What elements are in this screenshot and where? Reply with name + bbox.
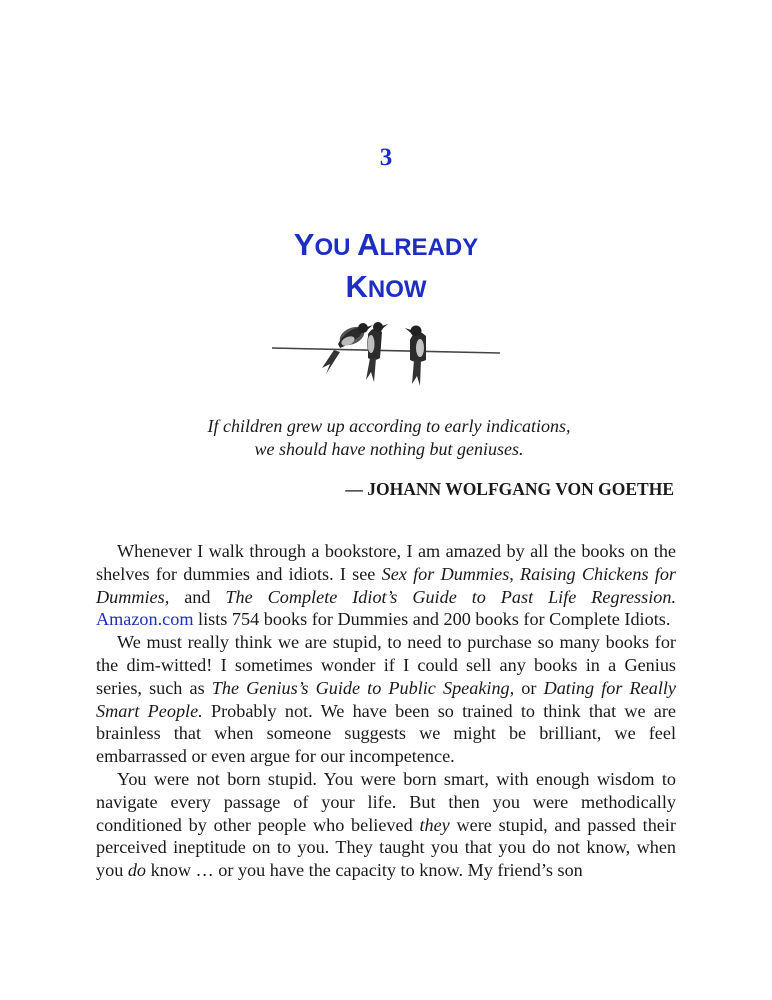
epigraph-line-2: we should have nothing but geniuses. [254,439,524,459]
text-run: were stupid, and passed their perceived ineptitude on to you. They taught you that you do not know, when you [96,814,676,881]
title-initial: K [345,269,368,304]
chapter-title-line-1 [0,227,772,269]
title-smallcaps: NOW [367,276,427,303]
book-title: Sex for Dummies, Raising Chickens for Dummies, [96,563,676,607]
paragraph-2 [96,631,676,768]
epigraph [96,415,674,500]
emphasis: do [127,860,147,881]
book-title: Dating for Really Smart People. [96,677,676,721]
book-title: The Genius’s Guide to Public Speaking, [211,677,515,698]
title-smallcaps: LREADY [379,234,479,261]
body-text [96,540,676,882]
book-title: The Complete Idiot’s Guide to Past Life Regression. [225,586,676,607]
epigraph-line-1: If children grew up according to early indications, [207,416,571,436]
text-run: We must really think we are stupid, to need to purchase so many books for the dim-witted! I sometimes wonder if I could sell any books in a Genius series, such as [96,632,676,698]
text-run: Whenever I walk through a bookstore, I am amazed by all the books on the shelves for dummies and idiots. I see [96,541,676,584]
text-run: Probably not. We have been so trained to think that we are brainless that when someone suggests we might be brilliant, we feel embarrassed or even argue for our incompetence. [96,700,676,767]
emphasis: they [419,814,450,835]
title-initial: Y [293,227,315,262]
title-initial: A [357,227,380,262]
paragraph-1 [96,540,676,631]
paragraph-3 [96,768,676,882]
chapter-number: 3 [379,144,393,171]
chapter-title-line-2 [0,269,772,311]
epigraph-quote [104,415,674,461]
birds-on-wire-icon [270,314,502,390]
text-run: You were not born stupid. You were born smart, with enough wisdom to navigate every passage of your life. But then you were methodically conditioned by other people who believed [96,768,676,835]
chapter-title [0,227,772,311]
amazon-link[interactable]: Amazon.com [96,609,194,630]
text-run: and [169,586,226,607]
title-smallcaps: OU [314,234,358,261]
text-run: know … or you have the capacity to know. My friend’s son [146,860,583,881]
epigraph-attribution: — JOHANN WOLFGANG VON GOETHE [345,479,674,499]
text-run: lists 754 books for Dummies and 200 books for Complete Idiots. [193,609,671,630]
text-run: or [514,677,544,698]
